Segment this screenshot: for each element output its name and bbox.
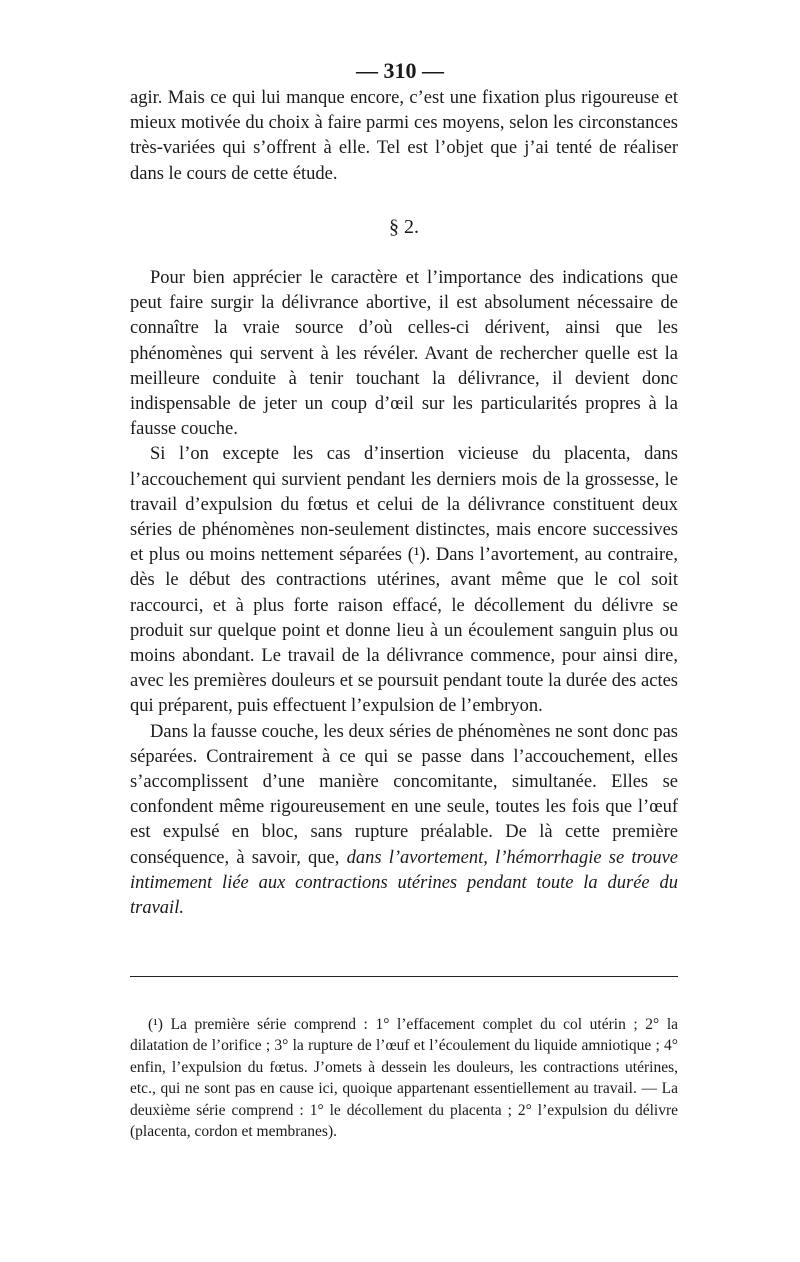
section-heading: § 2. — [389, 215, 419, 238]
footnote — [130, 1014, 678, 1143]
footnote-text: La première série comprend : 1° l’effacement complet du col utérin ; 2° la dilatation de l’orifice ; 3° la rupture de l’œuf et l’écoulement du liquide amniotique ; 4° enfin, l’expulsion du fœtus. J’omets à dessein les douleurs, les contractions utérines, etc., qui ne sont pas en cause ici, quoique appartenant essentiellement au travail. — La deuxième série comprend : 1° le décollement du placenta ; 2° l’expulsion du délivre (placenta, cordon et membranes). — [130, 1015, 679, 1140]
footnote-mark: (¹) — [148, 1015, 163, 1033]
paragraph: Pour bien apprécier le caractère et l’importance des indications que peut faire surgir la délivrance abortive, il est absolument nécessaire de connaître la vraie source d’où celles-ci dérivent, ainsi que les phénomènes qui servent à les révéler. Avant de rechercher quelle est la meilleure conduite à tenir touchant la délivrance, il devient donc indispensable de jeter un coup d’œil sur les particularités propres à la fausse couche. — [130, 268, 678, 440]
paragraph-text: Dans la fausse couche, les deux séries de phénomènes ne sont donc pas séparées. Contrairement à ce qui se passe dans l’accouchement, elles s’accomplissent d’une manière concomitante, simultanée. Elles se confondent même rigoureusement en une seule, toutes les fois que l’œuf est expulsé en bloc, sans rupture préalable. De là cette première conséquence, à savoir, que, — [130, 721, 678, 868]
paragraph — [130, 442, 678, 719]
paragraph-text: . Dans l’avortement, au contraire, dès le début des contractions utérines, avant même que le col soit raccourci, et à plus forte raison effacé, le décollement du délivre se produit sur quelque point et donne lieu à un écoulement sanguin plus ou moins abondant. Le travail de la délivrance commence, pour ainsi dire, avec les premières douleurs et se poursuit pendant toute la durée des actes qui préparent, puis effectuent l’expulsion de l’embryon. — [130, 545, 678, 717]
paragraph — [130, 720, 678, 922]
paragraph-text: Si l’on excepte les cas d’insertion vicieuse du placenta, dans l’accouchement qui survient pendant les derniers mois de la grossesse, le travail d’expulsion du fœtus et celui de la délivrance constituent deux séries de phénomènes non-seulement distinctes, mais encore successives et plus ou moins nettement séparées — [130, 444, 678, 566]
italic-conclusion: dans l’avortement, l’hémorrhagie se trouve intimement liée aux contractions utérines pendant toute la durée du travail. — [130, 847, 678, 919]
page-number: — 310 — — [356, 58, 444, 83]
paragraph-continuation: agir. Mais ce qui lui manque encore, c’est une fixation plus rigoureuse et mieux motivée du choix à faire parmi ces moyens, selon les circonstances très-variées qui s’offrent à elle. Tel est l’objet que j’ai tenté de réaliser dans le cours de cette étude. — [130, 88, 678, 184]
footnote-divider — [130, 976, 678, 977]
main-text — [130, 86, 678, 921]
footnote-reference[interactable]: (¹) — [407, 545, 426, 566]
